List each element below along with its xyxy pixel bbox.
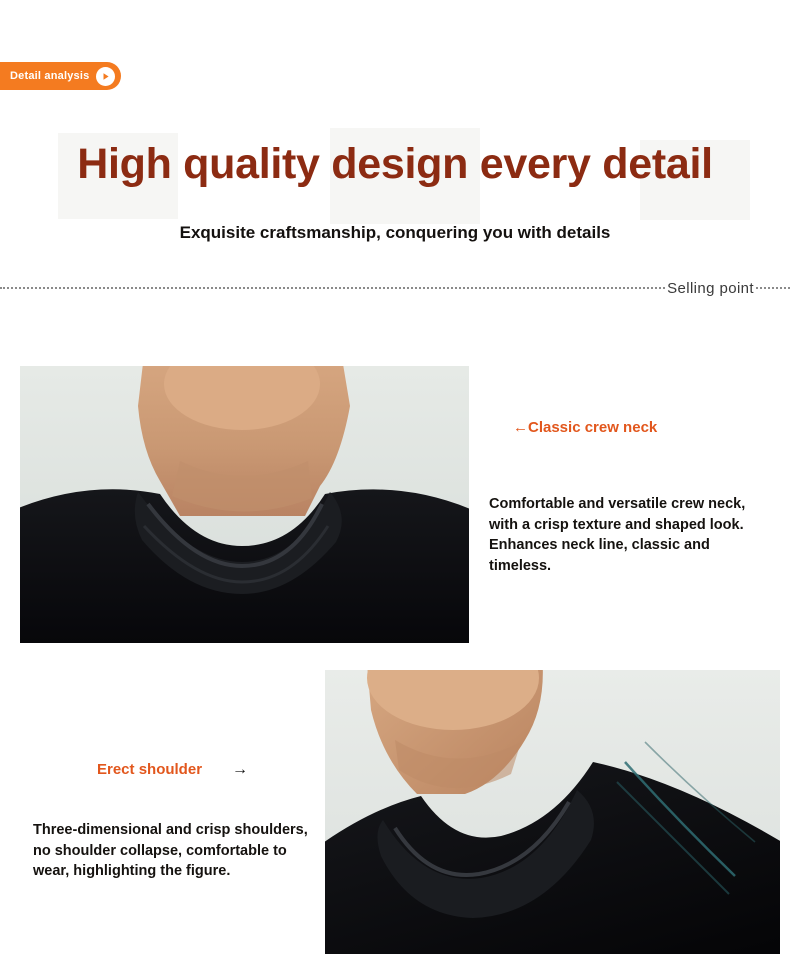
detail-analysis-badge[interactable] bbox=[0, 62, 121, 90]
page-title: High quality design every detail bbox=[77, 140, 713, 188]
page-subtitle: Exquisite craftsmanship, conquering you with details bbox=[179, 223, 611, 242]
feature-image-erect-shoulder bbox=[325, 670, 780, 954]
divider-dots-right bbox=[756, 286, 790, 289]
feature-image-crew-neck bbox=[20, 366, 469, 643]
play-arrow-icon bbox=[96, 67, 115, 86]
feature-title-crew-neck: ←Classic crew neck bbox=[513, 419, 658, 436]
divider-label: Selling point bbox=[667, 279, 754, 297]
detail-analysis-badge-label: Detail analysis bbox=[10, 70, 90, 82]
arrow-right-icon: → bbox=[232, 761, 248, 778]
divider-dots-left bbox=[0, 286, 665, 289]
feature-body-erect-shoulder: Three-dimensional and crisp shoulders, no shoulder collapse, comfortable to wear, highlighting the figure. bbox=[33, 822, 308, 880]
selling-point-divider bbox=[0, 276, 790, 300]
feature-body-crew-neck: Comfortable and versatile crew neck, with a crisp texture and shaped look. Enhances neck line, classic and timeless. bbox=[489, 496, 746, 575]
feature-title-erect-shoulder: Erect shoulder bbox=[97, 761, 203, 778]
